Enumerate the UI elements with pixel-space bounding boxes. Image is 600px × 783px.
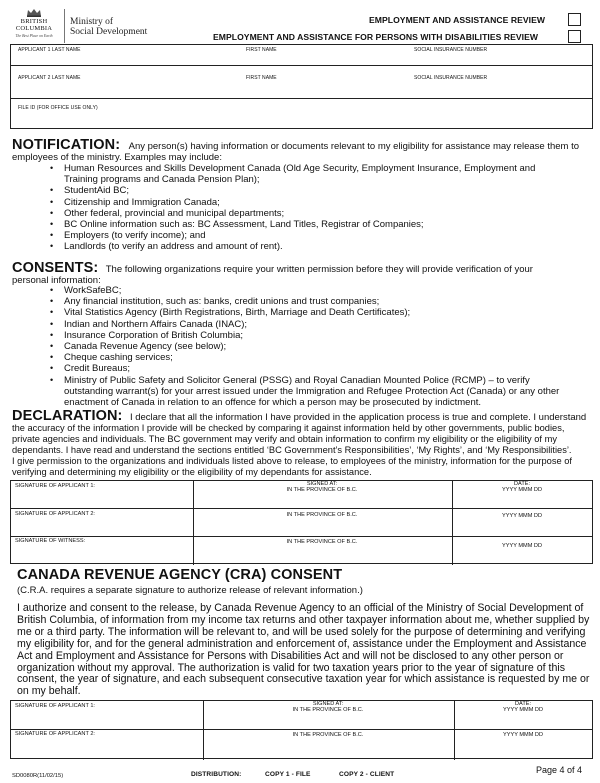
ministry-name <box>70 17 147 37</box>
logo-text-columbia: COLUMBIA <box>15 25 53 32</box>
province-label: IN THE PROVINCE OF B.C. <box>292 707 364 714</box>
list-item-continuation: outstanding warrant(s) for your arrest issued under the Immigration and Refugee Protection Act (Canada) or any other <box>64 385 560 397</box>
applicant2-signature-field[interactable]: SIGNATURE OF APPLICANT 2: <box>15 511 95 517</box>
logo-divider <box>64 9 65 43</box>
table-row-divider <box>11 508 592 509</box>
applicant2-last-name-field[interactable]: APPLICANT 2 LAST NAME <box>18 75 81 81</box>
consents-heading: CONSENTS: <box>12 260 99 276</box>
logo-text-british: BRITISH <box>20 18 48 25</box>
ministry-line-1: Ministry of <box>70 17 114 27</box>
province-field[interactable]: IN THE PROVINCE OF B.C. <box>286 539 358 545</box>
applicant-info-grid <box>10 44 593 129</box>
bc-logo-mark <box>8 8 60 44</box>
logo-tagline: The Best Place on Earth <box>15 34 53 38</box>
cra-line: my eligibility for, and for the general administration and enforcement of, assistance under the Employment and Assistance <box>17 637 587 650</box>
cra-consent-subtitle: (C.R.A. requires a separate signature to authorize release of relevant information.) <box>17 585 363 596</box>
table-row-divider <box>11 536 592 537</box>
consents-intro-line-1: The following organizations require your written permission before they will provide verification of your <box>105 264 533 275</box>
applicant1-signature-field[interactable]: SIGNATURE OF APPLICANT 1: <box>15 483 95 489</box>
list-item: • BC Online information such as: BC Assessment, Land Titles, Registrar of Companies; <box>64 219 535 230</box>
review-option-1-label: EMPLOYMENT AND ASSISTANCE REVIEW <box>369 15 546 25</box>
bc-government-logo <box>8 8 148 44</box>
signed-at-label: SIGNED AT: <box>312 701 344 707</box>
declaration-line-5: I give permission to the organizations and individuals listed above to release, to employees of the ministry, information for the purpose of <box>12 456 573 466</box>
file-id-field[interactable]: FILE ID (FOR OFFICE USE ONLY) <box>18 105 98 111</box>
applicant1-sin-field[interactable]: SOCIAL INSURANCE NUMBER <box>414 47 488 53</box>
list-item: • Landlords (to verify an address and amount of rent). <box>64 241 535 252</box>
grid-divider <box>11 98 592 99</box>
cra-signed-at-field[interactable] <box>203 701 453 714</box>
consents-intro-line-2: personal information: <box>12 275 101 286</box>
witness-signature-field[interactable]: SIGNATURE OF WITNESS: <box>15 538 86 544</box>
cra-province-field[interactable]: IN THE PROVINCE OF B.C. <box>292 732 364 738</box>
review-option-2-label: EMPLOYMENT AND ASSISTANCE FOR PERSONS WITH DISABILITIES REVIEW <box>213 32 539 42</box>
declaration-line-6: verifying and determining my eligibility or the eligibility of my dependants for assistance. <box>12 467 372 477</box>
list-item-continuation: enactment of Canada in relation to an offence for which a person may be prosecuted by indictment. <box>64 397 482 409</box>
notification-intro-line-1: Any person(s) having information or documents relevant to my eligibility for assistance may release them to <box>128 141 580 152</box>
review-option-1-checkbox[interactable] <box>568 13 581 26</box>
cra-date-field[interactable] <box>454 701 592 714</box>
crown-icon <box>26 8 42 17</box>
cra-line: I authorize and consent to the release, by Canada Revenue Agency to an official of the Ministry of Social Development of <box>17 602 584 614</box>
list-item: • Canada Revenue Agency (see below); <box>64 341 559 352</box>
consents-list <box>64 285 559 408</box>
signed-at-field[interactable] <box>193 481 451 494</box>
date-format: YYYY MMM DD <box>503 707 543 714</box>
grid-divider <box>11 65 592 66</box>
applicant1-last-name-field[interactable]: APPLICANT 1 LAST NAME <box>18 47 81 53</box>
cra-line: on my behalf. <box>17 685 81 698</box>
notification-heading: NOTIFICATION: <box>12 137 121 153</box>
list-item: • WorkSafeBC; <box>64 285 559 296</box>
list-item: • Indian and Northern Affairs Canada (INAC); <box>64 319 559 330</box>
cra-consent-paragraph <box>17 603 589 698</box>
form-id: SD0080R(11/02/15) <box>12 773 64 779</box>
ministry-line-2: Social Development <box>70 27 148 37</box>
date-format: YYYY MMM DD <box>502 487 542 494</box>
distribution-copy-1: COPY 1 - FILE <box>265 771 311 778</box>
cra-line: British Columbia, of information from my income tax returns and other taxpayer information about me, whether supplied by <box>17 613 590 626</box>
date-label: DATE: <box>513 481 531 487</box>
list-item-continuation: Training programs and Canada Pension Plan); <box>64 174 260 186</box>
declaration-line-1: I declare that all the information I have provided in the application process is true and complete. I understand <box>129 412 587 423</box>
declaration-line-2: the accuracy of the information I provide will be checked by comparing it against information held by other governments, public bodies, <box>12 423 565 433</box>
list-item: • StudentAid BC; <box>64 185 535 196</box>
list-item: • Citizenship and Immigration Canada; <box>64 197 535 208</box>
applicant2-sin-field[interactable]: SOCIAL INSURANCE NUMBER <box>414 75 488 81</box>
notification-list <box>64 163 535 253</box>
date-label: DATE: <box>514 701 532 707</box>
list-item: • Credit Bureaus; <box>64 363 559 374</box>
list-item: • Ministry of Public Safety and Solicitor General (PSSG) and Royal Canadian Mounted Police (RCMP) – to verify <box>64 375 559 386</box>
applicant2-first-name-field[interactable]: FIRST NAME <box>246 75 277 81</box>
notification-intro-line-2: employees of the ministry. Examples may include: <box>12 152 222 163</box>
cra-line: organization without my approval. The authorization is valid for two taxation years prior to the year of signature of this <box>17 661 566 674</box>
signed-at-label: SIGNED AT: <box>306 481 338 487</box>
list-item: • Any financial institution, such as: banks, credit unions and trust companies; <box>64 296 559 307</box>
list-item: • Human Resources and Skills Development Canada (Old Age Security, Employment Insurance, Employment and <box>64 163 535 174</box>
date-field[interactable]: YYYY MMM DD <box>502 543 542 549</box>
list-item: • Vital Statistics Agency (Birth Registrations, Birth, Marriage and Death Certificates); <box>64 307 559 318</box>
cra-line: Act and Employment and Assistance for Persons with Disabilities Act and will not be disclosed to any other person or <box>17 649 564 662</box>
list-item: • Employers (to verify income); and <box>64 230 535 241</box>
page-number: Page 4 of 4 <box>536 765 583 775</box>
cra-line: me or a third party. The information will be relevant to, and will be used solely for the purpose of determining and verifying <box>17 625 586 638</box>
list-item: • Other federal, provincial and municipal departments; <box>64 208 535 219</box>
distribution-copy-2: COPY 2 - CLIENT <box>339 771 395 778</box>
applicant1-first-name-field[interactable]: FIRST NAME <box>246 47 277 53</box>
province-field[interactable]: IN THE PROVINCE OF B.C. <box>286 512 358 518</box>
cra-applicant1-signature-field[interactable]: SIGNATURE OF APPLICANT 1: <box>15 703 95 709</box>
distribution-label: DISTRIBUTION: <box>191 771 242 778</box>
cra-consent-title: CANADA REVENUE AGENCY (CRA) CONSENT <box>17 567 343 583</box>
date-field[interactable] <box>452 481 592 494</box>
list-item: • Insurance Corporation of British Columbia; <box>64 330 559 341</box>
date-field[interactable]: YYYY MMM DD <box>502 513 542 519</box>
cra-date-field[interactable]: YYYY MMM DD <box>503 732 543 738</box>
declaration-line-3: private agencies and individuals. The BC government may verify and obtain information to confirm my eligibility or the eligibility of my <box>12 434 557 444</box>
list-item: • Cheque cashing services; <box>64 352 559 363</box>
declaration-heading: DECLARATION: <box>12 408 123 424</box>
cra-applicant2-signature-field[interactable]: SIGNATURE OF APPLICANT 2: <box>15 731 95 737</box>
review-option-2-checkbox[interactable] <box>568 30 581 43</box>
table-row-divider <box>11 729 592 730</box>
province-label: IN THE PROVINCE OF B.C. <box>286 487 358 494</box>
declaration-line-4: dependants. I have read and understand the sections entitled ‘BC Government’s Responsibilities’, ‘My Rights’, and ‘My Responsibilities’. <box>12 445 572 455</box>
cra-line: consent, the year of signature, and each subsequent consecutive taxation year for which assistance is requested by me or <box>17 673 590 686</box>
